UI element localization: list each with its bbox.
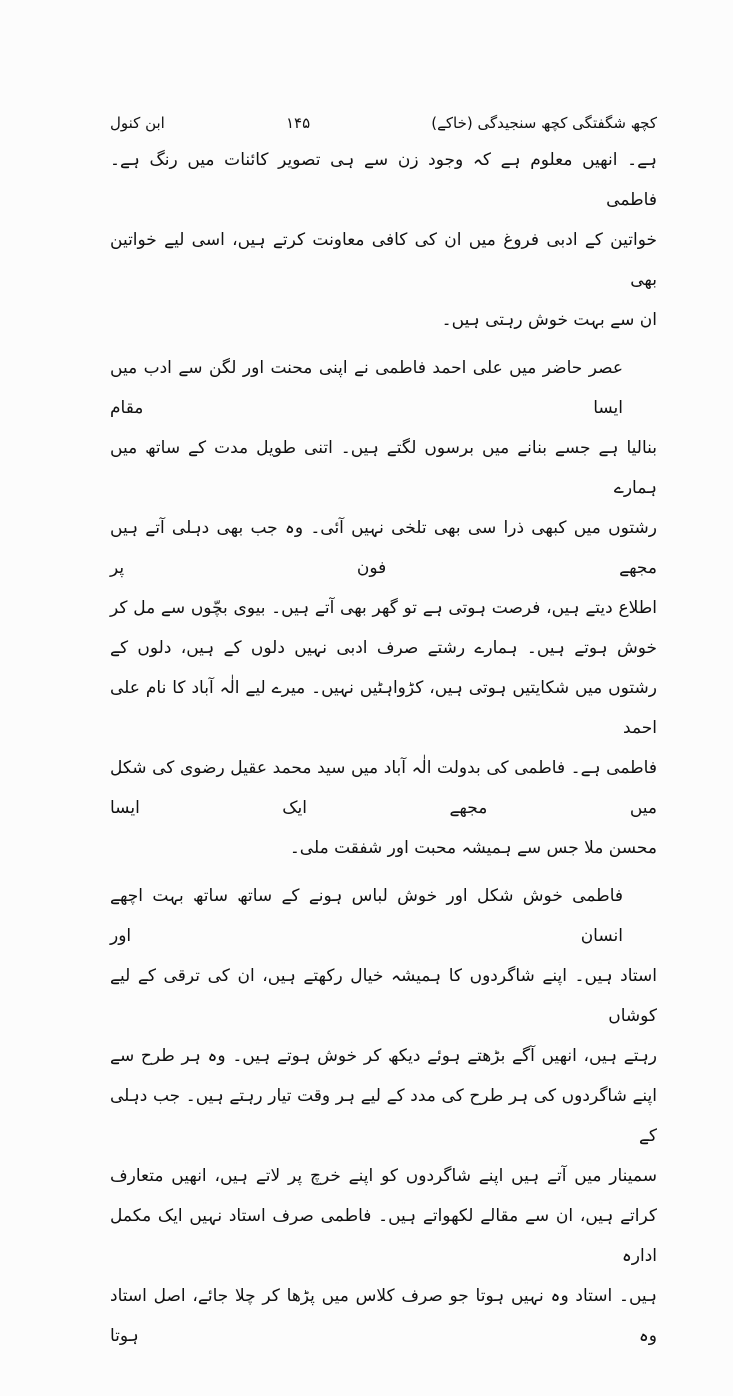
page-body <box>110 140 657 1356</box>
text-line: رشتوں میں شکایتیں ہوتی ہیں، کڑواہٹیں نہیں۔ میرے لیے الٰہ آباد کا نام علی احمد <box>110 678 657 738</box>
text-line: محسن ملا جس سے ہمیشہ محبت اور شفقت ملی۔ <box>289 838 657 858</box>
text-line: رہتے ہیں، انھیں آگے بڑھتے ہوئے دیکھ کر خوش ہوتے ہیں۔ وہ ہر طرح سے <box>110 1046 657 1066</box>
text-line: ہیں۔ استاد وہ نہیں ہوتا جو صرف کلاس میں پڑھا کر چلا جائے، اصل استاد وہ ہوتا <box>110 1286 657 1346</box>
text-line: کراتے ہیں، ان سے مقالے لکھواتے ہیں۔ فاطمی صرف استاد نہیں ایک مکمل ادارہ <box>110 1206 657 1266</box>
text-line: رشتوں میں کبھی ذرا سی بھی تلخی نہیں آئی۔ وہ جب بھی دہلی آتے ہیں مجھے فون پر <box>110 518 657 578</box>
text-line: اپنے شاگردوں کی ہر طرح کی مدد کے لیے ہر وقت تیار رہتے ہیں۔ جب دہلی کے <box>110 1086 657 1146</box>
text-line: فاطمی خوش شکل اور خوش لباس ہونے کے ساتھ ساتھ بہت اچھے انسان اور <box>110 886 623 946</box>
author-name: ابن کنول <box>110 114 165 132</box>
page-number: ۱۴۵ <box>285 114 311 132</box>
text-line: بنالیا ہے جسے بنانے میں برسوں لگتے ہیں۔ اتنی طویل مدت کے ساتھ میں ہمارے <box>110 438 657 498</box>
text-line: فاطمی ہے۔ فاطمی کی بدولت الٰہ آباد میں سید محمد عقیل رضوی کی شکل میں مجھے ایک ایسا <box>110 758 657 818</box>
text-line: عصر حاضر میں علی احمد فاطمی نے اپنی محنت اور لگن سے ادب میں ایسا مقام <box>110 358 623 418</box>
text-line: استاد ہیں۔ اپنے شاگردوں کا ہمیشہ خیال رکھتے ہیں، ان کی ترقی کے لیے کوشاں <box>110 966 657 1026</box>
paragraph <box>110 876 657 1356</box>
paragraph <box>110 348 657 868</box>
text-line: ان سے بہت خوش رہتی ہیں۔ <box>441 310 657 330</box>
paragraph <box>110 140 657 340</box>
running-header <box>110 112 657 134</box>
text-line: ہے۔ انھیں معلوم ہے کہ وجود زن سے ہی تصویر کائنات میں رنگ ہے۔ فاطمی <box>110 150 657 210</box>
text-line: خوش ہوتے ہیں۔ ہمارے رشتے صرف ادبی نہیں دلوں کے ہیں، دلوں کے <box>110 638 657 658</box>
text-line: خواتین کے ادبی فروغ میں ان کی کافی معاونت کرتے ہیں، اسی لیے خواتین بھی <box>110 230 657 290</box>
text-line: اطلاع دیتے ہیں، فرصت ہوتی ہے تو گھر بھی آتے ہیں۔ بیوی بچّوں سے مل کر <box>110 598 657 618</box>
text-line: سمینار میں آتے ہیں اپنے شاگردوں کو اپنے خرچ پر لاتے ہیں، انھیں متعارف <box>110 1166 657 1186</box>
book-title: کچھ شگفتگی کچھ سنجیدگی (خاکے) <box>431 114 657 132</box>
